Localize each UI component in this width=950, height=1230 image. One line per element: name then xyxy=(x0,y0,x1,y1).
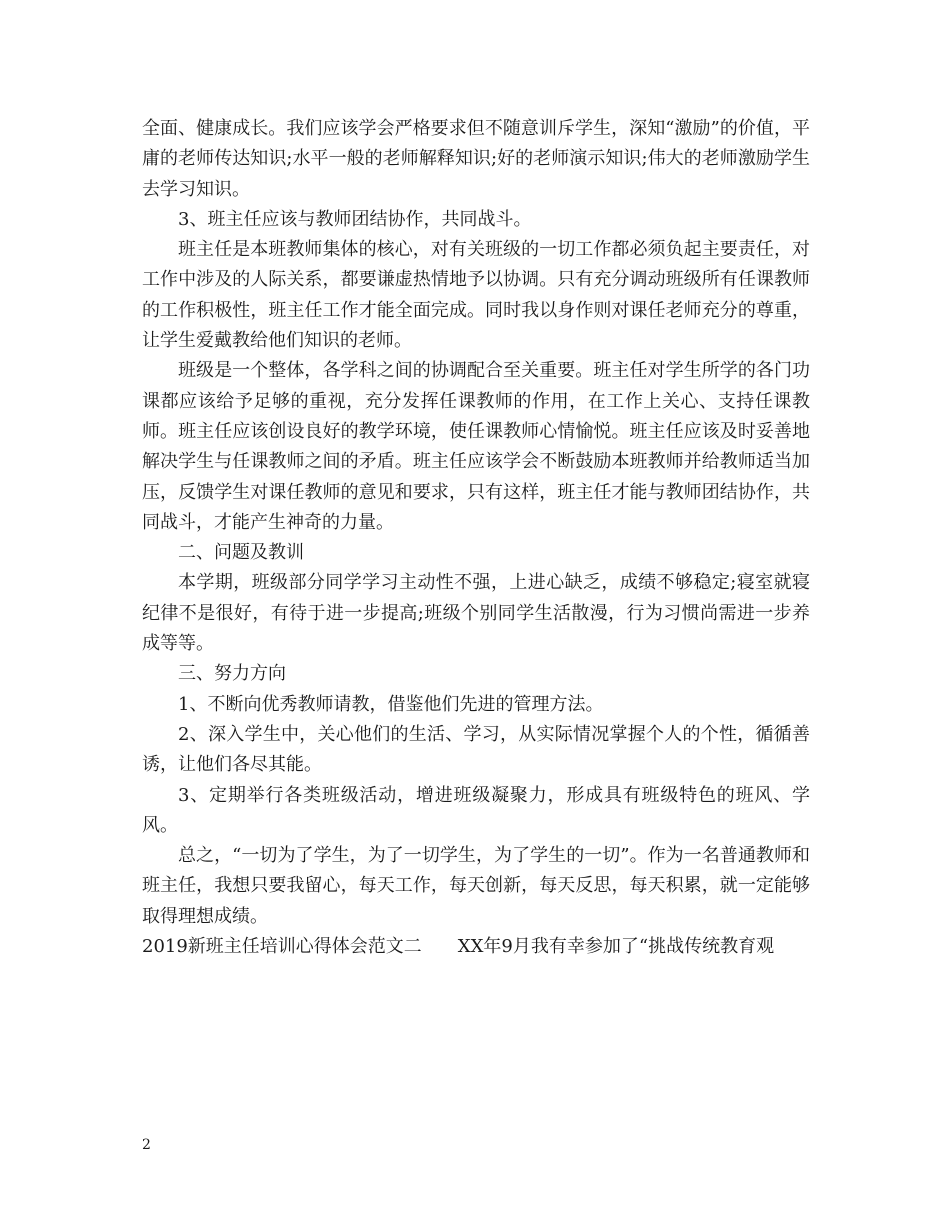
body-text xyxy=(142,114,810,962)
paragraph-conclusion: 总之，“一切为了学生，为了一切学生，为了学生的一切”。作为一名普通教师和班主任，我想只要我留心，每天工作，每天创新，每天反思，每天积累，就一定能够取得理想成绩。 xyxy=(142,845,810,927)
section-heading-direction: 三、努力方向 xyxy=(178,663,286,685)
paragraph-6: 本学期，班级部分同学学习主动性不强，上进心缺乏，成绩不够稳定;寝室就寝纪律不是很好，有待于进一步提高;班级个别同学生活散漫，行为习惯尚需进一步养成等等。 xyxy=(142,572,810,655)
list-item-1: 1、不断向优秀教师请教，借鉴他们先进的管理方法。 xyxy=(178,693,604,715)
paragraph-4: 班级是一个整体，各学科之间的协调配合至关重要。班主任对学生所学的各门功课都应该给予足够的重视，充分发挥任课教师的作用，在工作上关心、支持任课教师。班主任应该创设良好的教学环境，使任课教师心情愉悦。班主任应该及时妥善地解决学生与任课教师之间的矛盾。班主任应该学会不断鼓励本班教师并给教师适当加压，反馈学生对课任教师的意见和要求，只有这样，班主任才能与教师团结协作，共同战斗，才能产生神奇的力量。 xyxy=(142,360,810,533)
paragraph-1: 全面、健康成长。我们应该学会严格要求但不随意训斥学生，深知“激励”的价值，平庸的老师传达知识;水平一般的老师解释知识;好的老师演示知识;伟大的老师激励学生去学习知识。 xyxy=(142,118,810,200)
paragraph-3: 班主任是本班教师集体的核心，对有关班级的一切工作都必须负起主要责任，对工作中涉及的人际关系，都要谦虚热情地予以协调。只有充分调动班级所有任课教师的工作积极性，班主任工作才能全面完成。同时我以身作则对课任老师充分的尊重，让学生爱戴教给他们知识的老师。 xyxy=(142,239,810,352)
section-heading-problems: 二、问题及教训 xyxy=(178,542,304,564)
list-item-2: 2、深入学生中，关心他们的生活、学习，从实际情况掌握个人的个性，循循善诱，让他们各尽其能。 xyxy=(142,723,810,776)
paragraph-2: 3、班主任应该与教师团结协作，共同战斗。 xyxy=(178,208,532,230)
paragraph-next-article: 2019新班主任培训心得体会范文二 XX年9月我有幸参加了“挑战传统教育观 xyxy=(142,936,775,958)
list-item-3: 3、定期举行各类班级活动，增进班级凝聚力，形成具有班级特色的班风、学风。 xyxy=(142,784,810,836)
page-number: 2 xyxy=(142,1137,151,1153)
